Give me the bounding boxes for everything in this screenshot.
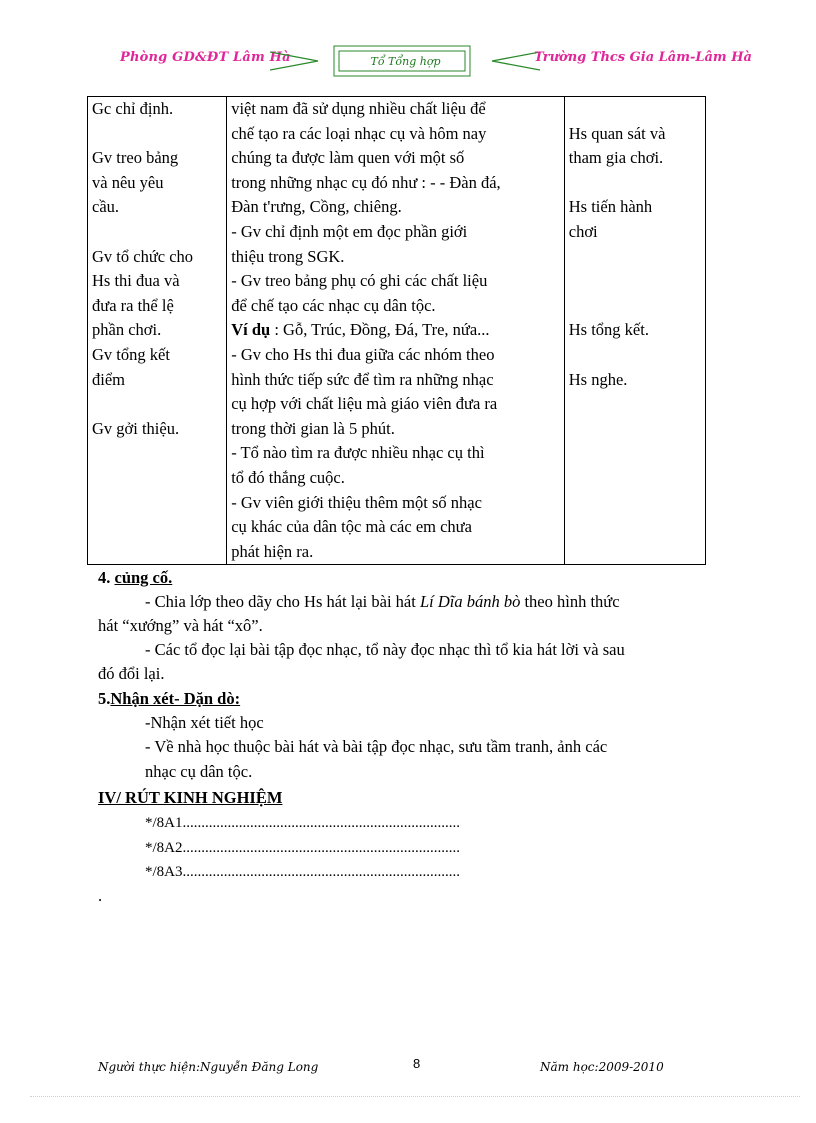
table-line: Gv treo bảng (92, 148, 179, 168)
section5-number: 5. (98, 689, 111, 708)
table-line: việt nam đã sử dụng nhiều chất liệu để (231, 99, 486, 118)
section5-line3: nhạc cụ dân tộc. (145, 762, 253, 781)
table-line: và nêu yêu (92, 172, 164, 192)
table-line: cụ khác của dân tộc mà các em chưa (231, 517, 472, 537)
header-left-text: Phòng GD&ĐT Lâm Hà (120, 50, 291, 65)
table-line: tổ đó thắng cuộc. (231, 467, 345, 487)
table-line: - Gv treo bảng phụ có ghi các chất liệu (231, 271, 488, 291)
song-title: Lí Dĩa bánh bò (419, 592, 521, 611)
table-line: chơi (568, 221, 598, 241)
table-line: trong những nhạc cụ đó như : - - Đàn đá, (231, 172, 501, 192)
table-line: Gv tổng kết (92, 344, 170, 364)
table-line: hình thức tiếp sức để tìm ra những nhạc (231, 369, 494, 389)
table-line: Hs tổng kết. (568, 320, 649, 340)
section4-line3: - Các tổ đọc lại bài tập đọc nhạc, tổ này đọc nhạc thì tổ kia hát lời và sau (145, 640, 625, 659)
section5-line2: - Về nhà học thuộc bài hát và bài tập đọc nhạc, sưu tầm tranh, ảnh các (145, 737, 608, 756)
class-note-8a3: */8A3.......................................................................... (145, 864, 460, 880)
example-text: : Gỗ, Trúc, Đồng, Đá, Tre, nứa... (270, 320, 490, 340)
table-line: đưa ra thể lệ (92, 295, 174, 315)
table-line: Hs quan sát và (568, 123, 666, 143)
section4-title: củng cố. (114, 568, 173, 587)
class-note-8a2: */8A2.......................................................................... (145, 840, 460, 856)
section4-heading (98, 566, 172, 590)
section4-text: theo hình thức (520, 592, 620, 611)
table-line: Gv gởi thiệu. (92, 418, 180, 438)
section5-heading (98, 687, 240, 711)
table-row (88, 97, 706, 565)
footer-school-year: Năm học:2009-2010 (540, 1060, 664, 1074)
content-cell (227, 97, 565, 565)
section5-title: Nhận xét- Dặn dò: (110, 689, 241, 708)
table-line: tham gia chơi. (568, 148, 664, 168)
section4-number: 4. (98, 568, 115, 587)
section4-text: - Chia lớp theo dãy cho Hs hát lại bài hát (145, 592, 420, 611)
teacher-activity-cell (88, 97, 227, 565)
table-line: Đàn t'rưng, Cồng, chiêng. (231, 197, 402, 217)
table-line: Gc chỉ định. (92, 99, 174, 118)
section4-line2: hát “xướng” và hát “xô”. (98, 616, 263, 635)
header-right-text: Trường Thcs Gia Lâm-Lâm Hà (534, 50, 752, 65)
table-line: phát hiện ra. (231, 541, 314, 561)
student-activity-cell (564, 97, 705, 565)
example-line (231, 318, 560, 343)
table-line: - Gv viên giới thiệu thêm một số nhạc (231, 492, 482, 512)
example-label: Ví dụ (231, 320, 271, 340)
header-center-text: Tổ Tổng hợp (370, 55, 441, 68)
section5-line1: -Nhận xét tiết học (145, 713, 264, 732)
table-line: cụ hợp với chất liệu mà giáo viên đưa ra (231, 394, 498, 414)
lesson-table (87, 96, 706, 565)
class-note-8a1: */8A1.......................................................................... (145, 815, 460, 831)
table-line: - Gv chỉ định một em đọc phần giới (231, 221, 468, 241)
trailing-period: . (98, 886, 103, 905)
table-line: Hs tiến hành (568, 197, 653, 217)
table-line: để chế tạo các nhạc cụ dân tộc. (231, 295, 436, 315)
header-center-banner (270, 40, 540, 82)
table-line: - Tổ nào tìm ra được nhiều nhạc cụ thì (231, 443, 485, 463)
section-iv-title: IV/ RÚT KINH NGHIỆM (98, 788, 283, 807)
table-line: trong thời gian là 5 phút. (231, 418, 395, 438)
table-line: chúng ta được làm quen với một số (231, 148, 465, 168)
table-line: Hs nghe. (568, 369, 628, 389)
section4-line4: đó đổi lại. (98, 664, 165, 683)
table-line: Hs thi đua và (92, 271, 180, 291)
table-line: cầu. (92, 197, 120, 217)
table-line: điểm (92, 369, 125, 389)
bottom-divider (30, 1096, 800, 1097)
section4-line1 (145, 590, 620, 614)
page-number: 8 (413, 1056, 421, 1071)
table-line: Gv tổ chức cho (92, 246, 194, 266)
table-line: thiệu trong SGK. (231, 246, 345, 266)
footer-author: Người thực hiện:Nguyễn Đăng Long (98, 1060, 319, 1074)
table-line: phần chơi. (92, 320, 162, 340)
table-line: - Gv cho Hs thi đua giữa các nhóm theo (231, 344, 495, 364)
table-line: chế tạo ra các loại nhạc cụ và hôm nay (231, 123, 487, 143)
